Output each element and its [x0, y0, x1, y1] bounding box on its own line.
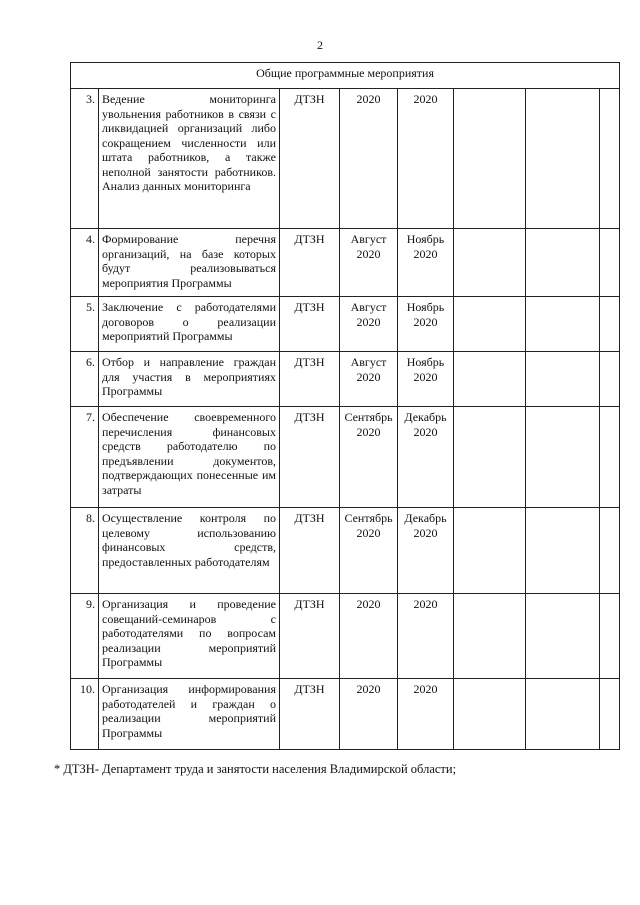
activity-name: Обеспечение своевременного перечисления финансовых средств работодателю по предъявлении документов, подтверждающих понесенные им затраты [99, 407, 280, 508]
empty-cell [526, 89, 600, 229]
activity-name: Отбор и направление граждан для участия в мероприятиях Программы [99, 352, 280, 407]
end-date: Ноябрь 2020 [398, 229, 454, 297]
end-date: Декабрь 2020 [398, 407, 454, 508]
start-date: 2020 [340, 89, 398, 229]
table-row [71, 352, 620, 407]
empty-cell [454, 407, 526, 508]
empty-cell [454, 594, 526, 679]
executor: ДТЗН [280, 679, 340, 750]
empty-cell [600, 679, 620, 750]
empty-cell [600, 352, 620, 407]
empty-cell [526, 594, 600, 679]
start-date: Сентябрь 2020 [340, 508, 398, 594]
empty-cell [454, 679, 526, 750]
end-date: 2020 [398, 679, 454, 750]
empty-cell [454, 297, 526, 352]
executor: ДТЗН [280, 352, 340, 407]
empty-cell [526, 407, 600, 508]
empty-cell [454, 352, 526, 407]
footnote: * ДТЗН- Департамент труда и занятости населения Владимирской области; [54, 762, 457, 776]
program-activities-table [70, 62, 620, 750]
end-date: 2020 [398, 89, 454, 229]
empty-cell [600, 229, 620, 297]
activity-name: Ведение мониторинга увольнения работников в связи с ликвидацией организаций либо сокращением численности или штата работников, а также неполной занятости работников. Анализ данных мониторинга [99, 89, 280, 229]
start-date: 2020 [340, 679, 398, 750]
row-number: 10. [71, 679, 99, 750]
end-date: Ноябрь 2020 [398, 297, 454, 352]
end-date: Декабрь 2020 [398, 508, 454, 594]
start-date: Август 2020 [340, 352, 398, 407]
empty-cell [454, 89, 526, 229]
empty-cell [600, 594, 620, 679]
empty-cell [526, 352, 600, 407]
empty-cell [526, 508, 600, 594]
empty-cell [600, 407, 620, 508]
executor: ДТЗН [280, 508, 340, 594]
row-number: 4. [71, 229, 99, 297]
table-row [71, 508, 620, 594]
end-date: Ноябрь 2020 [398, 352, 454, 407]
empty-cell [526, 679, 600, 750]
empty-cell [526, 229, 600, 297]
activity-name: Осуществление контроля по целевому использованию финансовых средств, предоставленных работодателям [99, 508, 280, 594]
executor: ДТЗН [280, 89, 340, 229]
empty-cell [600, 89, 620, 229]
table-row [71, 679, 620, 750]
start-date: Сентябрь 2020 [340, 407, 398, 508]
table-row [71, 594, 620, 679]
start-date: Август 2020 [340, 297, 398, 352]
section-title: Общие программные мероприятия [71, 63, 620, 89]
row-number: 7. [71, 407, 99, 508]
empty-cell [600, 508, 620, 594]
row-number: 8. [71, 508, 99, 594]
row-number: 3. [71, 89, 99, 229]
executor: ДТЗН [280, 407, 340, 508]
activity-name: Формирование перечня организаций, на базе которых будут реализовываться мероприятия Программы [99, 229, 280, 297]
page-number: 2 [317, 38, 323, 52]
executor: ДТЗН [280, 297, 340, 352]
table-row [71, 229, 620, 297]
empty-cell [600, 297, 620, 352]
start-date: 2020 [340, 594, 398, 679]
row-number: 5. [71, 297, 99, 352]
activity-name: Организация и проведение совещаний-семинаров с работодателями по вопросам реализации мероприятий Программы [99, 594, 280, 679]
table-row [71, 297, 620, 352]
activity-name: Организация информирования работодателей и граждан о реализации мероприятий Программы [99, 679, 280, 750]
activity-name: Заключение с работодателями договоров о реализации мероприятий Программы [99, 297, 280, 352]
table-row [71, 89, 620, 229]
row-number: 9. [71, 594, 99, 679]
table-row [71, 407, 620, 508]
empty-cell [454, 229, 526, 297]
section-header-row [71, 63, 620, 89]
executor: ДТЗН [280, 594, 340, 679]
row-number: 6. [71, 352, 99, 407]
start-date: Август 2020 [340, 229, 398, 297]
executor: ДТЗН [280, 229, 340, 297]
end-date: 2020 [398, 594, 454, 679]
empty-cell [454, 508, 526, 594]
empty-cell [526, 297, 600, 352]
